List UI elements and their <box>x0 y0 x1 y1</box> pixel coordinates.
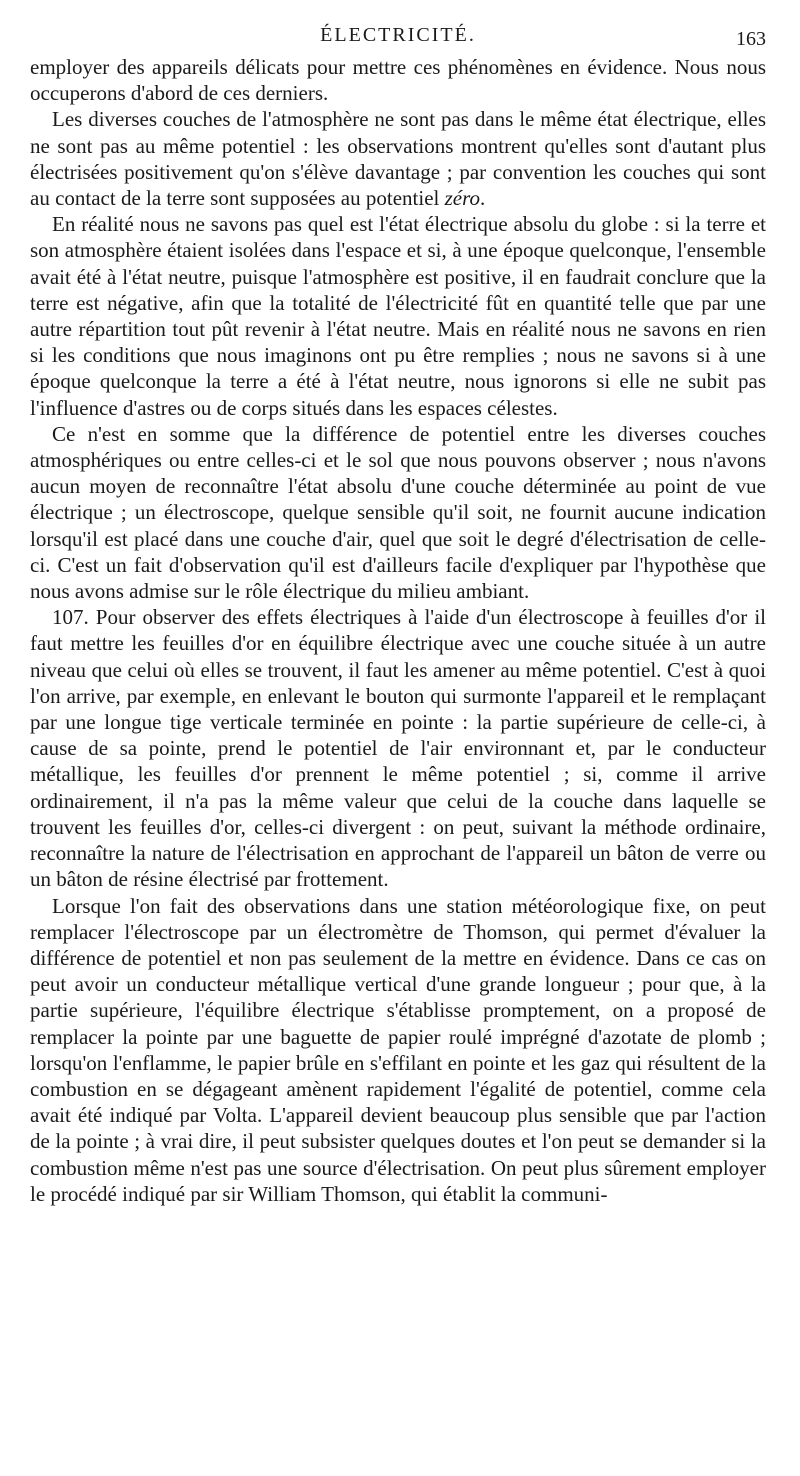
paragraph-meteorological-station: Lorsque l'on fait des observations dans une station météorologique fixe, on peut remplacer l'électroscope par un électromètre de Thomson, qui permet d'évaluer la différence de potentiel et non pas seulement de la mettre en évidence. Dans ce cas on peut avoir un conducteur métallique vertical d'une grande longueur ; pour que, à la partie supérieure, l'équilibre électrique s'établisse promptement, on a proposé de remplacer la pointe par une baguette de papier roulé imprégné d'azotate de plomb ; lorsqu'on l'enflamme, le papier brûle en s'effilant en pointe et les gaz qui résultent de la combustion en se dégageant amènent rapidement l'égalité de potentiel, comme cela avait été indiqué par Volta. L'appareil devient beaucoup plus sensible que par l'action de la pointe ; à vrai dire, il peut subsister quelques doutes et l'on peut se demander si la combustion même n'est pas une source d'électrisation. On peut plus sûrement employer le procédé indiqué par sir William Thomson, qui établit la communi- <box>30 893 766 1206</box>
paragraph-atmosphere-layers <box>30 106 766 211</box>
paragraph-continuation: employer des appareils délicats pour mettre ces phénomènes en évidence. Nous nous occuperons d'abord de ces derniers. <box>30 55 766 106</box>
body-text <box>30 54 766 1207</box>
book-page <box>30 18 766 1207</box>
page-number: 163 <box>736 28 766 50</box>
paragraph-text-end: . <box>480 186 486 211</box>
running-title: ÉLECTRICITÉ. <box>320 24 476 46</box>
paragraph-absolute-state: En réalité nous ne savons pas quel est l'état électrique absolu du globe : si la terre et son atmosphère étaient isolées dans l'espace et si, à une époque quelconque, l'ensemble avait été à l'état neutre, puisque l'atmosphère est positive, il en faudrait conclure que la terre est négative, afin que la totalité de l'électricité fût en quantité telle que par une autre répartition tout pût revenir à l'état neutre. Mais en réalité nous ne savons en rien si les conditions que nous imaginons ont pu être remplies ; nous ne savons si à une époque quelconque la terre a été à l'état neutre, nous ignorons si elle ne subit pas l'influence d'astres ou de corps situés dans les espaces célestes. <box>30 212 766 420</box>
paragraph-potential-difference: Ce n'est en somme que la différence de potentiel entre les diverses couches atmosphériques ou entre celles-ci et le sol que nous pouvons observer ; nous n'avons aucun moyen de reconnaître l'état absolu d'une couche déterminée au point de vue électrique ; un électroscope, quelque sensible qu'il soit, ne fournit aucune indication lorsqu'il est placé dans une couche d'air, quel que soit le degré d'électrisation de celle-ci. C'est un fait d'observation qu'il est d'ailleurs facile d'expliquer par l'hypothèse que nous avons admise sur le rôle électrique du milieu ambiant. <box>30 421 766 604</box>
print-margin-marks <box>30 1432 766 1444</box>
italic-term: zéro <box>444 186 480 211</box>
paragraph-text: Les diverses couches de l'atmosphère ne sont pas dans le même état électrique, elles ne sont pas au même potentiel : les observations montrent qu'elles sont d'autant plus électrisées positivement qu'on s'élève davantage ; par convention les couches qui sont au contact de la terre sont supposées au potentiel <box>30 107 766 211</box>
paragraph-section-107: 107. Pour observer des effets électriques à l'aide d'un électroscope à feuilles d'or il faut mettre les feuilles d'or en équilibre électrique avec une couche située à un autre niveau que celui où elles se trouvent, il faut les amener au même potentiel. C'est à quoi l'on arrive, par exemple, en enlevant le bouton qui surmonte l'appareil et le remplaçant par une longue tige verticale terminée en pointe : la partie supérieure de celle-ci, à cause de sa pointe, prend le potentiel de l'air environnant et, par le conducteur métallique, les feuilles d'or prennent le même potentiel ; si, comme il arrive ordinairement, il n'a pas la même valeur que celui de la couche dans laquelle se trouvent les feuilles d'or, celles-ci divergent : on peut, suivant la méthode ordinaire, reconnaître la nature de l'électrisation en approchant de l'appareil un bâton de verre ou un bâton de résine électrisé par frottement. <box>30 605 766 892</box>
running-header <box>30 18 766 54</box>
